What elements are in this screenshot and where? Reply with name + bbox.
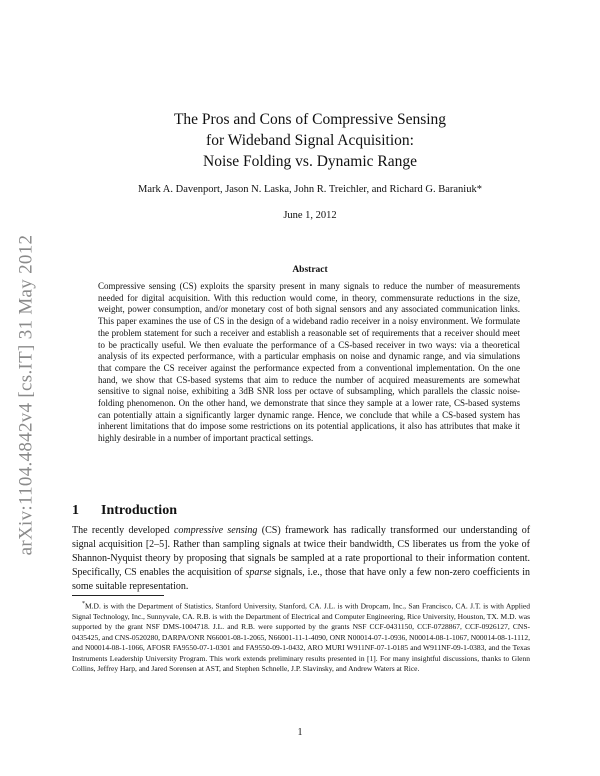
intro-text-1: The recently developed [72, 525, 174, 536]
intro-text-3: signals, i.e., those that have only a few non-zero coefficients in some suitable representation. [72, 567, 530, 592]
section-title: Introduction [101, 503, 177, 518]
paper-title [100, 109, 520, 172]
footnote [72, 599, 530, 674]
arxiv-identifier-text: arXiv:1104.4842v4 [cs.IT] 31 May 2012 [15, 234, 36, 556]
intro-emphasis-sparse: sparse [245, 567, 272, 578]
title-line-3: Noise Folding vs. Dynamic Range [203, 153, 417, 170]
introduction-paragraph [72, 524, 530, 594]
title-line-2: for Wideband Signal Acquisition: [206, 132, 414, 149]
footnote-text: M.D. is with the Department of Statistics, Stanford University, Stanford, CA. J.L. is with Dropcam, Inc., San Francisco, CA. J.T. is with Applied Signal Technology, Inc., Sunnyvale, CA. R.B. is with the Department of Electrical and Computer Engineering, Rice University, Houston, TX. M.D. was supported by the grant NSF DMS-1004718. J.L. and R.B. were supported by the grants NSF CCF-0431150, CCF-0728867, CCF-0926127, CNS-0435425, and CNS-0520280, DARPA/ONR N66001-08-1-2065, N66001-11-1-4090, ONR N00014-07-1-0936, N00014-08-1-1067, N00014-08-1-1112, and N00014-08-1-1066, AFOSR FA9550-07-1-0301 and FA9550-09-1-0432, ARO MURI W911NF-07-1-0185 and W911NF-09-1-0383, and the Texas Instruments Leadership University Program. This work extends preliminary results presented in [1]. For many insightful discussions, thanks to Glenn Collins, Jeffrey Harp, and Jared Sorensen at AST, and Stephen Schnelle, J.P. Slavinsky, and Andrew Waters at Rice. [72, 601, 530, 673]
publication-date: June 1, 2012 [283, 210, 337, 221]
intro-text-2: (CS) framework has radically transformed our understanding of signal acquisition [2–5]. Rather than sampling signals at twice their bandwidth, CS liberates us from the yoke of Shannon-Nyquist theory by proposing that signals be sampled at a rate proportional to their information content. Specifically, CS enables the acquisition of [72, 525, 531, 578]
footnote-divider [72, 595, 164, 596]
abstract-body: Compressive sensing (CS) exploits the sparsity present in many signals to reduce the number of measurements needed for digital acquisition. With this reduction would come, in theory, commensurate reductions in the size, weight, power consumption, and/or monetary cost of both signal sensors and any associated communication links. This paper examines the use of CS in the design of a wideband radio receiver in a noisy environment. We formulate the problem statement for such a receiver and establish a reasonable set of requirements that a receiver should meet to be practically useful. We then evaluate the performance of a CS-based receiver in two ways: via a theoretical analysis of its expected performance, with a particular emphasis on noise and dynamic range, and via simulations that compare the CS receiver against the performance expected from a conventional implementation. On the one hand, we show that CS-based systems that aim to reduce the number of acquired measurements are somewhat sensitive to signal noise, exhibiting a 3dB SNR loss per octave of subsampling, which parallels the classic noise-folding phenomenon. On the other hand, we demonstrate that since they sample at a lower rate, CS-based systems can potentially attain a significantly larger dynamic range. Hence, we conclude that while a CS-based system has inherent limitations that do impose some restrictions on its potential applications, it also has attributes that make it highly desirable in a number of important practical settings. [98, 281, 520, 444]
title-line-1: The Pros and Cons of Compressive Sensing [173, 111, 447, 128]
footnote-marker: * [82, 601, 85, 607]
section-heading-introduction [72, 503, 177, 519]
author-list: Mark A. Davenport, Jason N. Laska, John R. Treichler, and Richard G. Baraniuk* [138, 184, 482, 195]
section-number: 1 [72, 503, 79, 518]
intro-emphasis-compressive-sensing: compressive sensing [173, 525, 258, 536]
arxiv-identifier-stamp [14, 210, 38, 580]
abstract-heading: Abstract [292, 265, 328, 275]
page-number: 1 [297, 727, 303, 738]
